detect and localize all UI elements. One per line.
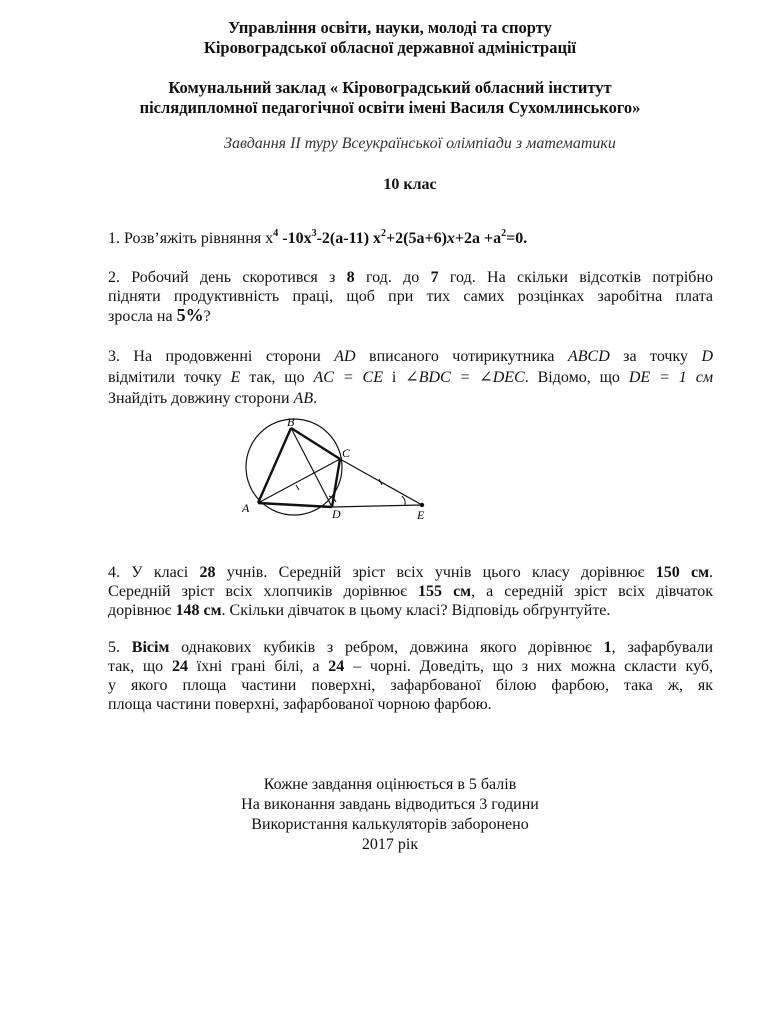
tick-AC — [296, 485, 299, 490]
label-B: B — [287, 415, 295, 429]
footer-line-3: Використання калькуляторів заборонено — [251, 816, 529, 833]
footer-line-1: Кожне завдання оцінюється в 5 балів — [263, 776, 517, 793]
label-D: D — [332, 507, 341, 521]
geometry-figure — [236, 412, 436, 522]
header-line-4: післядипломної педагогічної освіти імені Василя Сухомлинського» — [139, 98, 641, 117]
footer-line-4: 2017 рік — [361, 836, 419, 853]
task-5: 5. Вісім однакових кубиків з ребром, довжина якого дорівнює 1, зафарбували так, що 24 їхні грані білі, а 24 – чорні. Доведіть, що з них можна скласти куб, у якого площа частини поверхні, зафарбованої білою фарбою, така ж, як площа частини поверхні, зафарбованої чорною фарбою. — [108, 639, 713, 713]
task-3: 3. На продовженні сторони AD вписаного чотирикутника ABCD за точку D відмітили точку E так, що AC = CE і ∠BDC = ∠DEC. Відомо, що DE = 1 см Знайдіть довжину сторони AB. — [108, 348, 714, 407]
label-E: E — [417, 508, 425, 522]
olympiad-subtitle: Завдання ІІ туру Всеукраїнської олімпіади з математики — [224, 135, 616, 152]
task-2: 2. Робочий день скоротився з 8 год. до 7 год. На скільки відсотків потрібно підняти продуктивність праці, щоб при тих самих розцінках заробітна плата зросла на 5%? — [108, 269, 714, 325]
task-1: 1. Розв’яжіть рівняння $x^4$ $-10x^3-2(a-11)$ $x^2+2(5a+6)x+2a +a^2=0$. — [108, 228, 528, 247]
header-institute — [40, 78, 740, 118]
footer-notes — [40, 775, 740, 855]
diagonal-AC — [258, 459, 340, 503]
header-line-1: Управління освіти, науки, молоді та спорту — [228, 18, 552, 37]
label-C: C — [342, 446, 351, 460]
header-line-3: Комунальний заклад « Кіровоградський обласний інститут — [168, 78, 612, 97]
segment-DE — [332, 505, 422, 507]
footer-line-2: На виконання завдань відводиться 3 години — [241, 796, 539, 813]
grade-title: 10 клас — [383, 176, 437, 193]
header-department — [40, 18, 740, 58]
segment-BC — [291, 428, 340, 459]
segment-AB — [258, 428, 291, 503]
header-line-2: Кіровоградської обласної державної адміністрації — [203, 38, 577, 57]
label-A: A — [242, 501, 250, 515]
task-4: 4. У класі 28 учнів. Середній зріст всіх учнів цього класу дорівнює 150 см. Середній зріст всіх хлопчиків дорівнює 155 см, а середній зріст всіх дівчаток дорівнює 148 см. Скільки дівчаток в цьому класі? Відповідь обґрунтуйте. — [108, 564, 714, 619]
point-E — [420, 503, 424, 507]
segment-AD — [258, 503, 332, 507]
angle-DEC — [402, 496, 405, 505]
